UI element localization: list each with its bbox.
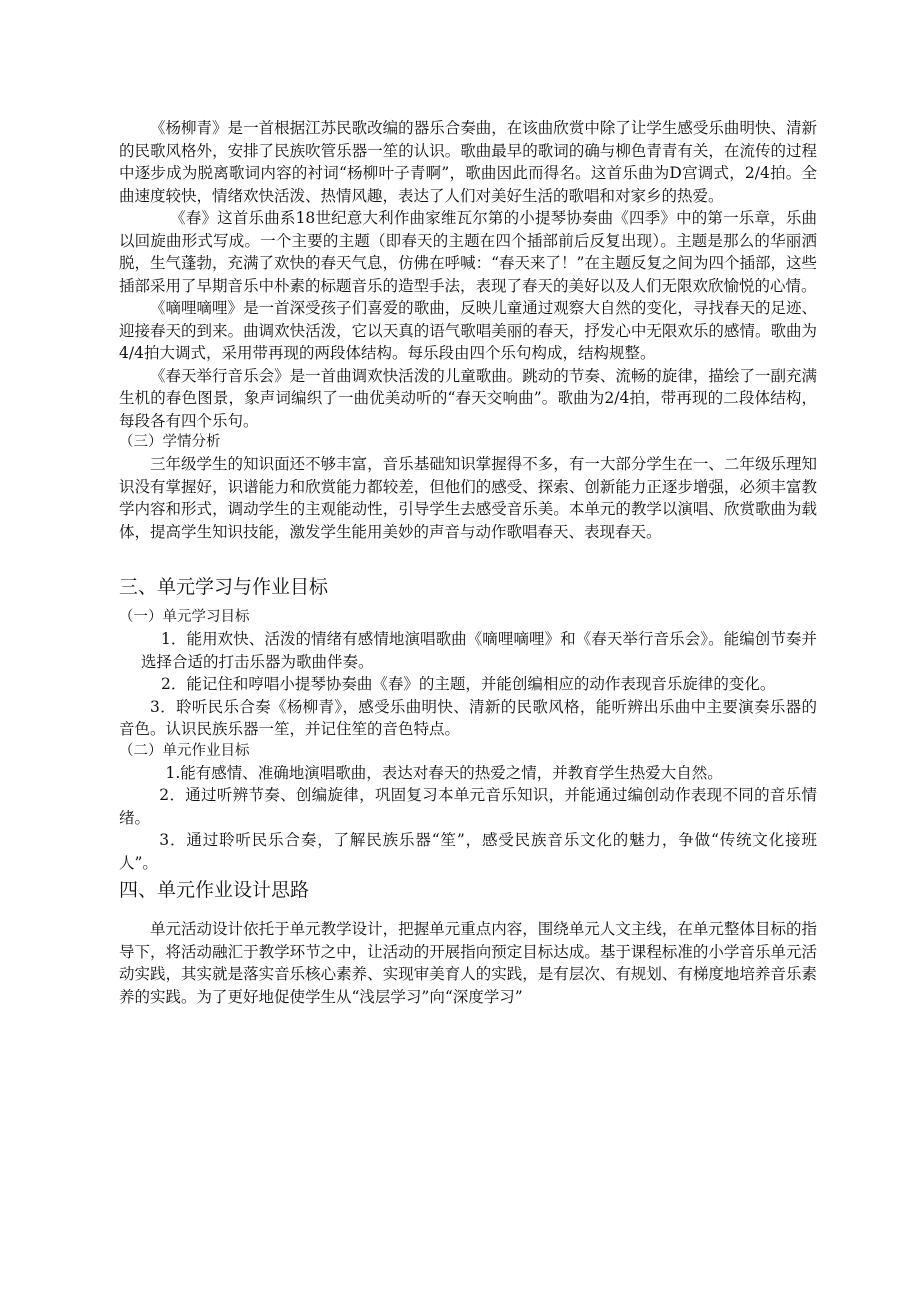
paragraph-chun: 《春》这首乐曲系18世纪意大利作曲家维瓦尔第的小提琴协奏曲《四季》中的第一乐章，乐曲以回旋曲形式写成。一个主要的主题（即春天的主题在四个插部前后反复出现）。主题是那么的华丽洒脱，生气蓬勃，充满了欢快的春天气息，仿佛在呼喊：“春天来了！”在主题反复之间为四个插部，这些插部采用了早期音乐中朴素的标题音乐的造型手法，表现了春天的美好以及人们无限欢欣愉悦的心情。 [119, 209, 817, 295]
homework-goal-item: 2．通过听辨节奏、创编旋律，巩固复习本单元音乐知识，并能通过编创动作表现不同的音乐情绪。 [119, 786, 817, 827]
paragraph-dilidili: 《嘀哩嘀哩》是一首深受孩子们喜爱的歌曲，反映儿童通过观察大自然的变化，寻找春天的足迹、迎接春天的到来。曲调欢快活泼，它以天真的语气歌唱美丽的春天，抒发心中无限欢乐的感情。歌曲为4/4拍大调式，采用带再现的两段体结构。每乐段由四个乐句构成，结构规整。 [119, 299, 817, 362]
learning-goal-item: 2．能记住和哼唱小提琴协奏曲《春》的主题，并能创编相应的动作表现音乐旋律的变化。 [161, 675, 776, 693]
section-label-student-analysis: （三）学情分析 [119, 434, 221, 450]
paragraph-design-approach: 单元活动设计依托于单元教学设计，把握单元重点内容，围绕单元人文主线，在单元整体目标的指导下，将活动融汇于教学环节之中，让活动的开展指向预定目标达成。基于课程标准的小学音乐单元活动实践，其实就是落实音乐核心素养、实现审美育人的实践，是有层次、有规划、有梯度地培养音乐素养的实践。为了更好地促使学生从“浅层学习”向“深度学习” [119, 920, 817, 1006]
paragraph-student-analysis: 三年级学生的知识面还不够丰富，音乐基础知识掌握得不多，有一大部分学生在一、二年级乐理知识没有掌握好，识谱能力和欣赏能力都较差，但他们的感受、探索、创新能力正逐步增强，必须丰富教学内容和形式，调动学生的主观能动性，引导学生去感受音乐美。本单元的教学以演唱、欣赏歌曲为载体，提高学生知识技能，激发学生能用美妙的声音与动作歌唱春天、表现春天。 [119, 455, 817, 541]
homework-goal-item: 1.能有感情、准确地演唱歌曲，表达对春天的热爱之情，并教育学生热爱大自然。 [165, 763, 723, 782]
learning-goal-item: 3．聆听民乐合奏《杨柳青》，感受乐曲明快、清新的民歌风格，能听辨出乐曲中主要演奏乐器的音色。认识民族乐器一笙，并记住笙的音色特点。 [119, 697, 817, 738]
homework-goal-item: 3．通过聆听民乐合奏，了解民族乐器“笙”，感受民族音乐文化的魅力，争做“传统文化接班人”。 [119, 831, 817, 872]
document-page [119, 117, 817, 1008]
paragraph-yangliuqing: 《杨柳青》是一首根据江苏民歌改编的器乐合奏曲，在该曲欣赏中除了让学生感受乐曲明快、清新的民歌风格外，安排了民族吹管乐器一笙的认识。歌曲最早的歌词的确与柳色青青有关，在流传的过程中逐步成为脱离歌词内容的衬词“杨柳叶子青啊”，歌曲因此而得名。这首乐曲为D宫调式，2/4拍。全曲速度较快，情绪欢快活泼、热情风趣，表达了人们对美好生活的歌唱和对家乡的热爱。 [119, 119, 817, 205]
paragraph-concert: 《春天举行音乐会》是一首曲调欢快活泼的儿童歌曲。跳动的节奏、流畅的旋律，描绘了一副充满生机的春色图景，象声词编织了一曲优美动听的“春天交响曲”。歌曲为2/4拍，带再现的二段体结构，每段各有四个乐句。 [119, 366, 817, 430]
heading-design-approach: 四、单元作业设计思路 [119, 879, 310, 901]
learning-goal-item: 1．能用欢快、活泼的情绪有感情地演唱歌曲《嘀哩嘀哩》和《春天举行音乐会》。能编创节奏并选择合适的打击乐器为歌曲伴奏。 [141, 630, 817, 671]
section-label-learning-goals: （一）单元学习目标 [119, 609, 250, 625]
section-label-homework-goals: （二）单元作业目标 [119, 742, 250, 759]
heading-unit-goals: 三、单元学习与作业目标 [119, 576, 329, 598]
